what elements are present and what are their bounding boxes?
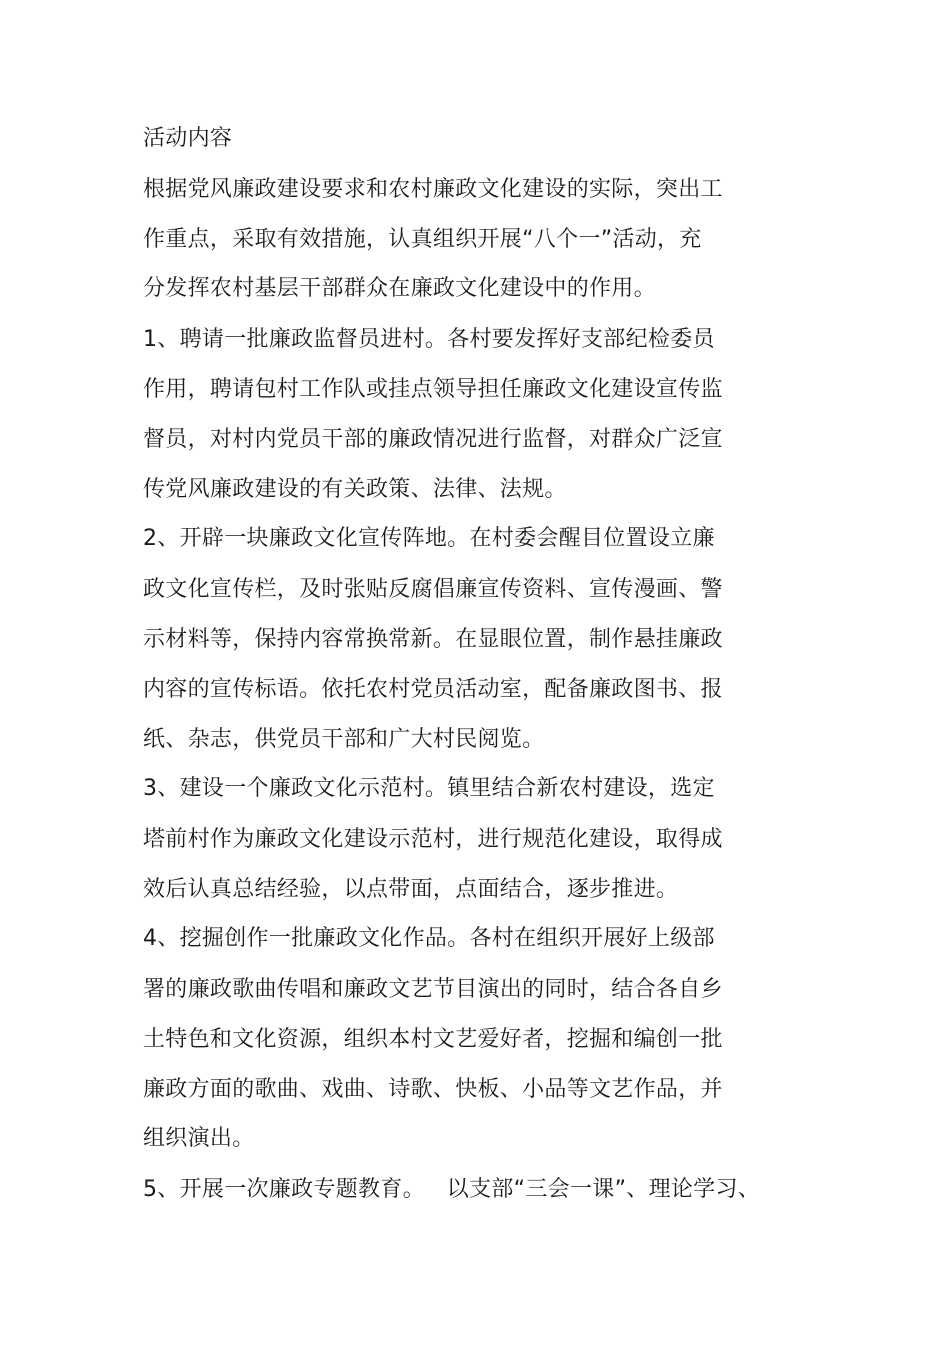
intro-line-2: 作重点，采取有效措施，认真组织开展“八个一”活动，充 <box>143 227 702 252</box>
item1-line-1: 1、聘请一批廉政监督员进村。各村要发挥好支部纪检委员 <box>143 327 715 352</box>
item1-line-3: 督员，对村内党员干部的廉政情况进行监督，对群众广泛宣 <box>143 427 723 452</box>
item4-line-3: 土特色和文化资源，组织本村文艺爱好者，挖掘和编创一批 <box>143 1027 723 1052</box>
item1-line-2: 作用，聘请包村工作队或挂点领导担任廉政文化建设宣传监 <box>143 377 723 402</box>
item4-line-2: 署的廉政歌曲传唱和廉政文艺节目演出的同时，结合各自乡 <box>143 977 723 1002</box>
item3-line-2: 塔前村作为廉政文化建设示范村，进行规范化建设，取得成 <box>143 827 723 852</box>
item2-line-5: 纸、杂志，供党员干部和广大村民阅览。 <box>143 727 545 752</box>
item2-line-1: 2、开辟一块廉政文化宣传阵地。在村委会醒目位置设立廉 <box>143 526 715 551</box>
intro-line-3: 分发挥农村基层干部群众在廉政文化建设中的作用。 <box>143 276 656 301</box>
item5-line-1: 5、开展一次廉政专题教育。 以支部“三会一课”、理论学习、 <box>143 1177 761 1202</box>
item4-line-1: 4、挖掘创作一批廉政文化作品。各村在组织开展好上级部 <box>143 926 715 951</box>
item4-line-4: 廉政方面的歌曲、戏曲、诗歌、快板、小品等文艺作品，并 <box>143 1077 723 1102</box>
item2-line-4: 内容的宣传标语。依托农村党员活动室，配备廉政图书、报 <box>143 677 723 702</box>
item3-line-1: 3、建设一个廉政文化示范村。镇里结合新农村建设，选定 <box>143 776 715 801</box>
item2-line-2: 政文化宣传栏，及时张贴反腐倡廉宣传资料、宣传漫画、警 <box>143 577 723 602</box>
item1-line-4: 传党风廉政建设的有关政策、法律、法规。 <box>143 477 567 502</box>
item2-line-3: 示材料等，保持内容常换常新。在显眼位置，制作悬挂廉政 <box>143 627 723 652</box>
intro-line-1: 根据党风廉政建设要求和农村廉政文化建设的实际，突出工 <box>143 177 723 202</box>
item4-line-5: 组织演出。 <box>143 1126 255 1151</box>
item3-line-3: 效后认真总结经验，以点带面，点面结合，逐步推进。 <box>143 877 679 902</box>
document-title: 活动内容 <box>143 126 233 151</box>
